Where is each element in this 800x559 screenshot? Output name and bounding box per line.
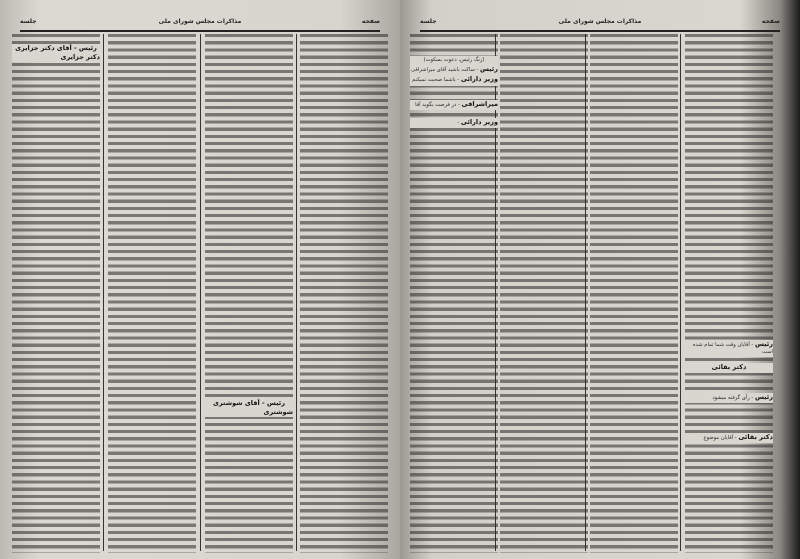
right-newspaper-page xyxy=(400,0,800,559)
column-divider xyxy=(103,34,104,551)
text-column xyxy=(300,34,388,553)
speaker-heading: وزیر دارائی xyxy=(460,117,498,126)
text-column xyxy=(500,34,588,553)
speech-text: - باشما صحبت نمیکنم xyxy=(412,77,460,84)
header-rule xyxy=(420,30,780,32)
text-column xyxy=(205,34,293,553)
speech-text: - آقایان موضوع xyxy=(703,434,737,441)
text-column xyxy=(12,34,100,553)
text-column xyxy=(685,34,773,553)
text-column xyxy=(590,34,678,553)
speech-text: - آقایان وقت شما تمام شده است xyxy=(692,342,773,356)
speaker-heading: رئیس - آقای دکتر جزایری xyxy=(15,44,97,52)
speaker-heading: رئیس xyxy=(479,65,498,74)
running-title: مذاکرات مجلس شورای ملی xyxy=(558,18,642,25)
speaker-heading: رئیس xyxy=(754,340,773,348)
speaker-heading: رئیس - آقای شوشتری xyxy=(213,399,285,407)
session-label: جلسه xyxy=(20,18,37,25)
speaker-heading: دکتر بقائی xyxy=(711,363,747,372)
running-header xyxy=(20,18,380,30)
page-number-label: صفحه xyxy=(361,18,380,25)
running-title: مذاکرات مجلس شورای ملی xyxy=(158,18,242,25)
session-label: جلسه xyxy=(420,18,437,25)
text-column xyxy=(410,34,498,553)
speaker-heading: میراشرافی xyxy=(461,99,498,108)
stage-direction: (زنگ رئیس، دعوت بسکوت) xyxy=(423,57,485,63)
speech-text: - در فرصت بگوید آقا xyxy=(415,101,460,108)
column-divider xyxy=(680,34,681,551)
page-number-label: صفحه xyxy=(761,18,780,25)
running-header xyxy=(420,18,780,30)
column-divider xyxy=(200,34,201,551)
header-rule xyxy=(20,30,380,32)
text-column xyxy=(108,34,196,553)
speech-text: - ساکت باشید آقای میراشرافی xyxy=(411,67,479,74)
speaker-heading: دکتر بقائی xyxy=(738,432,773,441)
speaker-heading: وزیر دارائی xyxy=(460,75,498,84)
speech-text: - رأی گرفته میشود xyxy=(712,394,754,401)
speech-text: - xyxy=(457,119,460,126)
speaker-heading: رئیس xyxy=(754,392,773,401)
column-divider xyxy=(296,34,297,551)
speaker-heading: دکتر جزایری xyxy=(60,53,100,62)
speaker-heading: شوشتری xyxy=(263,408,293,417)
